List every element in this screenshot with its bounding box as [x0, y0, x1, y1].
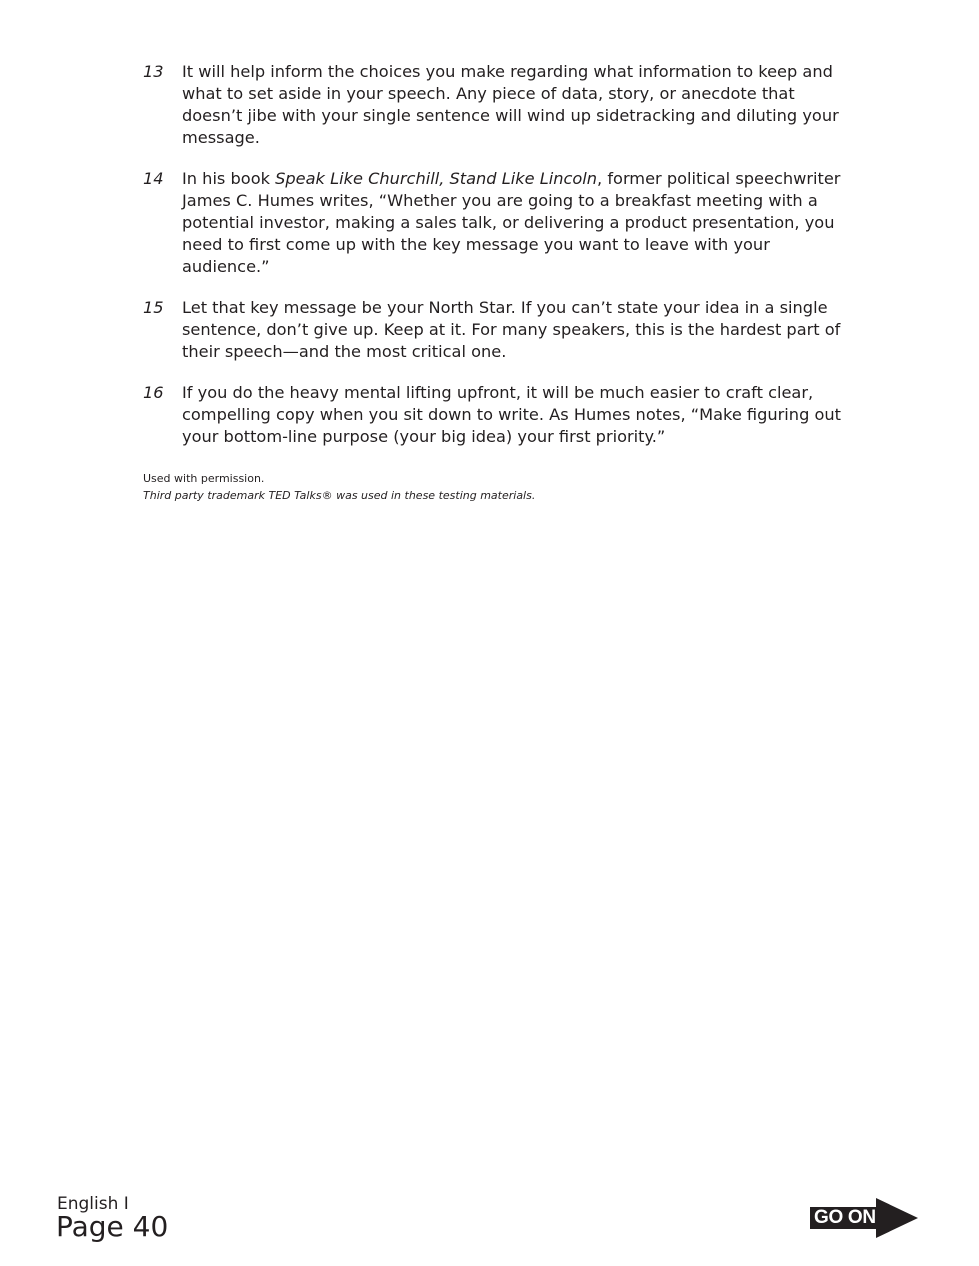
paragraph-text: Let that key message be your North Star. If you can’t state your idea in a single sentence, don’t give up. Keep at it. For many speakers, this is the hardest part of their speech—and the most critical one.	[182, 298, 841, 361]
paragraph-15	[143, 297, 843, 363]
paragraph-number: 14	[143, 169, 164, 188]
paragraph-text: It will help inform the choices you make regarding what information to keep and what to set aside in your speech. Any piece of data, story, or anecdote that doesn’t jibe with your single sentence will wind up sidetracking and diluting your message.	[182, 62, 839, 147]
text-after-title: , former political speechwriter James C. Humes writes, “Whether you are going to a breakfast meeting with a potential investor, making a sales talk, or delivering a product presentation, you need to first come up with the key message you want to leave with your audience.”	[182, 169, 841, 276]
paragraph-16	[143, 382, 843, 448]
paragraph-13	[143, 61, 843, 149]
go-on-label: GO ON	[814, 1207, 876, 1228]
page-number: Page 40	[56, 1210, 169, 1243]
paragraph-number: 13	[143, 62, 164, 81]
paragraph-number: 15	[143, 298, 164, 317]
permission-note: Used with permission.	[143, 472, 265, 485]
book-title: Speak Like Churchill, Stand Like Lincoln	[275, 169, 598, 188]
go-on-button[interactable]	[810, 1198, 920, 1238]
credits	[143, 470, 535, 504]
paragraph-text: If you do the heavy mental lifting upfront, it will be much easier to craft clear, compelling copy when you sit down to write. As Humes notes, “Make figuring out your bottom-line purpose (your big idea) your first priority.”	[182, 383, 841, 446]
trademark-note: Third party trademark TED Talks® was used in these testing materials.	[143, 489, 536, 502]
paragraph-number: 16	[143, 383, 164, 402]
text-before-title: In his book	[182, 169, 276, 188]
paragraph-14	[143, 168, 843, 278]
paragraph-text	[182, 168, 843, 278]
right-arrow-icon	[876, 1198, 920, 1238]
footer-subject: English I	[57, 1194, 129, 1214]
